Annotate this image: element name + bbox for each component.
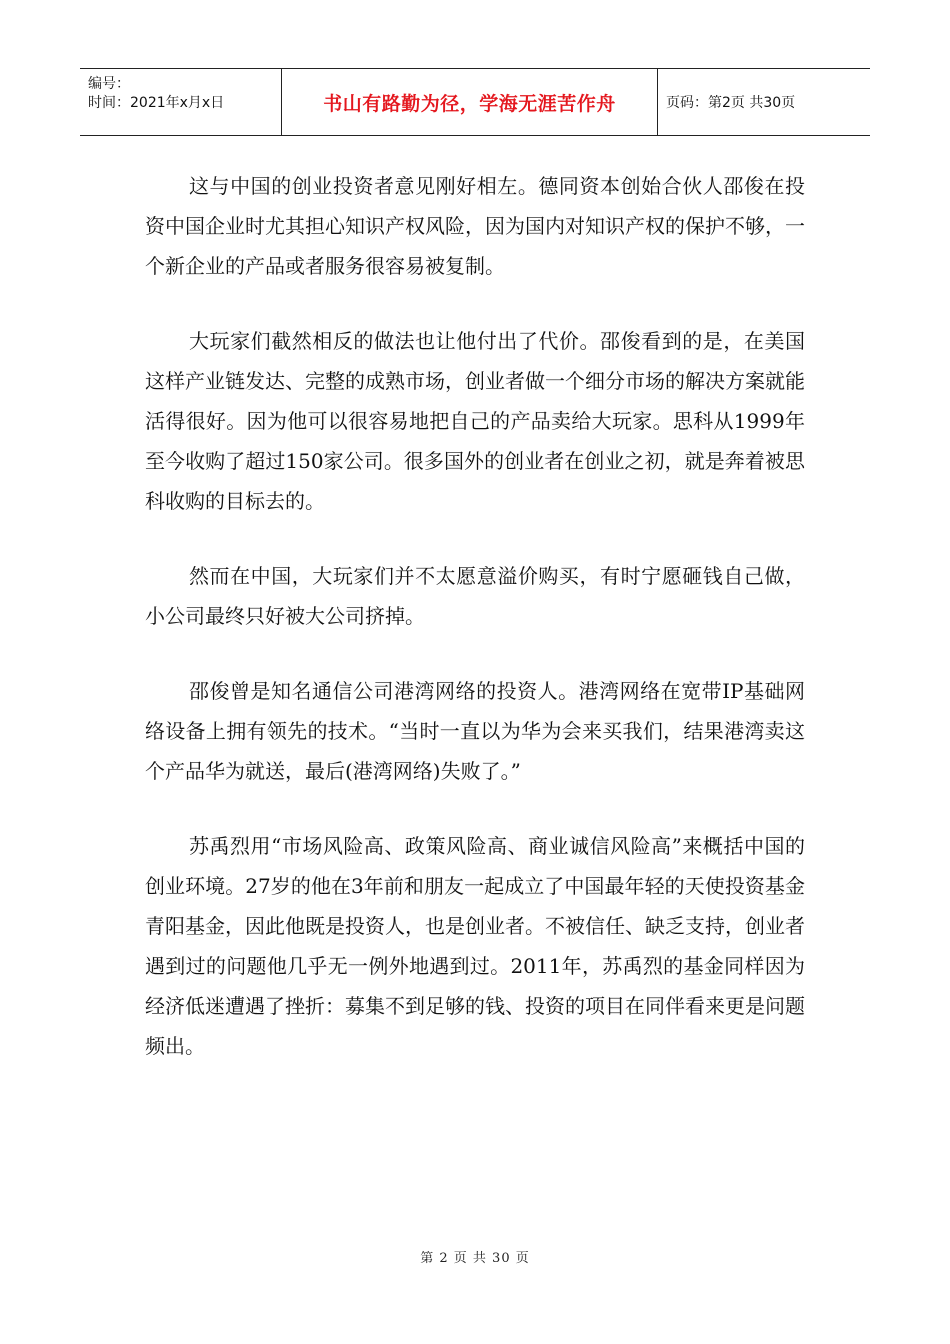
paragraph: 然而在中国，大玩家们并不太愿意溢价购买，有时宁愿砸钱自己做，小公司最终只好被大公司挤掉。 — [145, 564, 805, 628]
document-body — [145, 166, 805, 1101]
document-time: 时间：2021年x月x日 — [88, 95, 225, 111]
page-footer: 第 2 页 共 30 页 — [420, 1251, 530, 1266]
page-header — [80, 68, 870, 136]
paragraph: 苏禹烈用“市场风险高、政策风险高、商业诚信风险高”来概括中国的创业环境。27岁的他在3年前和朋友一起成立了中国最年轻的天使投资基金青阳基金，因此他既是投资人，也是创业者。不被信任、缺乏支持，创业者遇到过的问题他几乎无一例外地遇到过。2011年，苏禹烈的基金同样因为经济低迷遭遇了挫折：募集不到足够的钱、投资的项目在同伴看来更是问题频出。 — [145, 834, 805, 1058]
paragraph: 邵俊曾是知名通信公司港湾网络的投资人。港湾网络在宽带IP基础网络设备上拥有领先的技术。“当时一直以为华为会来买我们，结果港湾卖这个产品华为就送，最后(港湾网络)失败了。” — [145, 679, 805, 783]
paragraph: 这与中国的创业投资者意见刚好相左。德同资本创始合伙人邵俊在投资中国企业时尤其担心知识产权风险，因为国内对知识产权的保护不够，一个新企业的产品或者服务很容易被复制。 — [145, 174, 805, 278]
header-page-info: 页码：第2页 共30页 — [666, 95, 796, 111]
header-motto: 书山有路勤为径，学海无涯苦作舟 — [282, 69, 658, 135]
paragraph: 大玩家们截然相反的做法也让他付出了代价。邵俊看到的是，在美国这样产业链发达、完整的成熟市场，创业者做一个细分市场的解决方案就能活得很好。因为他可以很容易地把自己的产品卖给大玩家。思科从1999年至今收购了超过150家公司。很多国外的创业者在创业之初，就是奔着被思科收购的目标去的。 — [145, 329, 805, 513]
document-number: 编号： — [88, 76, 130, 92]
header-meta — [80, 69, 282, 135]
